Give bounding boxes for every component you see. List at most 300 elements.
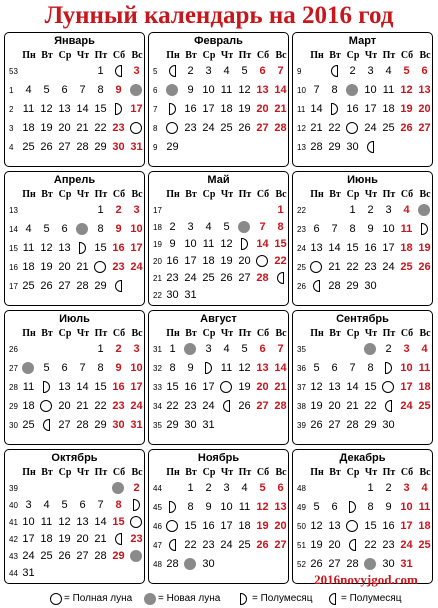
day-cell[interactable]: 25 [22,141,35,153]
day-cell[interactable]: 11 [382,84,395,96]
day-cell[interactable]: 19 [40,261,53,273]
day-cell[interactable]: 30 [202,558,215,570]
day-cell[interactable]: 18 [418,381,431,393]
day-cell[interactable]: 14 [76,381,89,393]
day-cell[interactable]: 10 [130,362,143,374]
day-cell[interactable]: 29 [112,550,125,562]
day-cell[interactable]: 27 [58,141,71,153]
day-cell[interactable]: 9 [115,223,122,235]
day-cell[interactable]: 12 [400,84,413,96]
day-cell[interactable]: 16 [166,255,179,267]
day-cell[interactable]: 5 [259,482,266,494]
day-cell[interactable]: 4 [403,204,410,216]
day-cell[interactable]: 1 [187,482,194,494]
day-cell[interactable]: 24 [400,539,413,551]
day-cell[interactable] [165,82,180,99]
day-cell[interactable]: 21 [274,103,287,115]
day-cell[interactable]: 10 [22,516,35,528]
day-cell[interactable]: 7 [277,65,284,77]
day-cell[interactable] [381,379,396,396]
day-cell[interactable]: 2 [385,482,392,494]
day-cell[interactable]: 5 [403,65,410,77]
day-cell[interactable]: 15 [166,381,179,393]
day-cell[interactable]: 8 [115,499,122,511]
day-cell[interactable]: 26 [310,419,323,431]
day-cell[interactable] [417,221,432,238]
day-cell[interactable]: 11 [400,223,413,235]
day-cell[interactable]: 5 [43,362,50,374]
day-cell[interactable]: 28 [76,419,89,431]
day-cell[interactable]: 25 [40,550,53,562]
day-cell[interactable]: 11 [418,501,431,513]
day-cell[interactable] [363,556,378,573]
day-cell[interactable]: 15 [112,516,125,528]
day-cell[interactable]: 13 [76,516,89,528]
day-cell[interactable]: 14 [256,238,269,250]
day-cell[interactable]: 17 [382,242,395,254]
day-cell[interactable]: 5 [223,221,230,233]
day-cell[interactable]: 10 [382,223,395,235]
day-cell[interactable] [345,537,360,554]
day-cell[interactable] [111,101,126,118]
day-cell[interactable]: 26 [418,261,431,273]
day-cell[interactable]: 23 [166,272,179,284]
day-cell[interactable]: 6 [277,482,284,494]
day-cell[interactable]: 6 [61,223,68,235]
day-cell[interactable]: 26 [238,400,251,412]
day-cell[interactable]: 5 [61,499,68,511]
day-cell[interactable]: 20 [238,255,251,267]
day-cell[interactable]: 24 [220,539,233,551]
day-cell[interactable]: 10 [184,238,197,250]
day-cell[interactable]: 6 [313,223,320,235]
day-cell[interactable]: 13 [58,242,71,254]
day-cell[interactable]: 22 [346,261,359,273]
day-cell[interactable]: 16 [364,242,377,254]
day-cell[interactable]: 27 [58,280,71,292]
day-cell[interactable]: 8 [367,362,374,374]
day-cell[interactable]: 17 [184,255,197,267]
day-cell[interactable]: 6 [259,65,266,77]
day-cell[interactable]: 29 [94,141,107,153]
day-cell[interactable]: 29 [166,141,179,153]
day-cell[interactable]: 28 [346,558,359,570]
day-cell[interactable]: 11 [238,501,251,513]
day-cell[interactable]: 18 [22,400,35,412]
day-cell[interactable]: 9 [115,84,122,96]
day-cell[interactable]: 22 [166,400,179,412]
day-cell[interactable]: 7 [259,221,266,233]
day-cell[interactable] [165,537,180,554]
day-cell[interactable]: 28 [94,550,107,562]
day-cell[interactable]: 13 [418,84,431,96]
day-cell[interactable]: 11 [22,242,35,254]
day-cell[interactable]: 19 [256,520,269,532]
day-cell[interactable]: 24 [400,400,413,412]
day-cell[interactable]: 1 [97,65,104,77]
day-cell[interactable] [165,101,180,118]
day-cell[interactable]: 25 [400,261,413,273]
day-cell[interactable]: 13 [256,84,269,96]
day-cell[interactable]: 20 [58,122,71,134]
day-cell[interactable]: 3 [385,204,392,216]
day-cell[interactable]: 14 [274,362,287,374]
day-cell[interactable]: 24 [364,122,377,134]
day-cell[interactable] [111,480,126,497]
day-cell[interactable] [345,120,360,137]
day-cell[interactable]: 21 [76,261,89,273]
day-cell[interactable]: 30 [112,419,125,431]
day-cell[interactable]: 13 [328,520,341,532]
day-cell[interactable]: 3 [187,221,194,233]
day-cell[interactable]: 11 [202,238,215,250]
day-cell[interactable]: 6 [61,362,68,374]
day-cell[interactable]: 20 [256,103,269,115]
day-cell[interactable]: 27 [256,400,269,412]
day-cell[interactable]: 17 [202,381,215,393]
day-cell[interactable]: 28 [310,141,323,153]
day-cell[interactable]: 18 [22,122,35,134]
day-cell[interactable]: 24 [130,261,143,273]
day-cell[interactable]: 7 [79,362,86,374]
day-cell[interactable]: 19 [58,533,71,545]
day-cell[interactable]: 31 [400,558,413,570]
day-cell[interactable]: 19 [310,539,323,551]
day-cell[interactable]: 1 [97,343,104,355]
day-cell[interactable]: 7 [79,84,86,96]
day-cell[interactable]: 18 [22,261,35,273]
day-cell[interactable] [363,139,378,156]
day-cell[interactable]: 25 [220,122,233,134]
day-cell[interactable]: 13 [256,362,269,374]
day-cell[interactable]: 15 [364,520,377,532]
day-cell[interactable]: 15 [274,238,287,250]
day-cell[interactable]: 21 [346,400,359,412]
day-cell[interactable]: 23 [112,261,125,273]
day-cell[interactable]: 3 [205,343,212,355]
day-cell[interactable] [237,219,252,236]
day-cell[interactable]: 25 [22,419,35,431]
day-cell[interactable]: 23 [382,539,395,551]
day-cell[interactable]: 25 [238,539,251,551]
day-cell[interactable] [345,518,360,535]
day-cell[interactable]: 20 [328,400,341,412]
day-cell[interactable]: 9 [385,501,392,513]
day-cell[interactable]: 21 [274,381,287,393]
day-cell[interactable] [327,101,342,118]
day-cell[interactable] [273,270,288,287]
day-cell[interactable]: 7 [331,223,338,235]
day-cell[interactable] [327,63,342,80]
day-cell[interactable]: 27 [328,558,341,570]
day-cell[interactable]: 12 [40,103,53,115]
day-cell[interactable]: 30 [112,141,125,153]
day-cell[interactable]: 10 [130,223,143,235]
day-cell[interactable]: 8 [97,362,104,374]
day-cell[interactable]: 14 [328,242,341,254]
day-cell[interactable]: 15 [346,242,359,254]
day-cell[interactable] [165,518,180,535]
day-cell[interactable]: 17 [22,533,35,545]
day-cell[interactable]: 6 [331,501,338,513]
day-cell[interactable]: 23 [364,261,377,273]
day-cell[interactable]: 3 [205,65,212,77]
day-cell[interactable]: 28 [274,400,287,412]
day-cell[interactable]: 16 [112,381,125,393]
day-cell[interactable]: 23 [184,400,197,412]
day-cell[interactable]: 30 [346,141,359,153]
day-cell[interactable]: 21 [76,122,89,134]
day-cell[interactable]: 19 [238,381,251,393]
day-cell[interactable]: 22 [364,539,377,551]
day-cell[interactable]: 31 [130,141,143,153]
day-cell[interactable]: 4 [43,499,50,511]
day-cell[interactable]: 13 [310,242,323,254]
day-cell[interactable] [39,398,54,415]
day-cell[interactable]: 4 [205,221,212,233]
day-cell[interactable]: 16 [346,103,359,115]
day-cell[interactable] [93,259,108,276]
day-cell[interactable]: 5 [241,65,248,77]
day-cell[interactable]: 6 [259,343,266,355]
day-cell[interactable]: 16 [184,381,197,393]
day-cell[interactable]: 14 [76,103,89,115]
day-cell[interactable]: 25 [382,122,395,134]
day-cell[interactable]: 12 [310,381,323,393]
day-cell[interactable]: 1 [349,204,356,216]
day-cell[interactable] [381,360,396,377]
day-cell[interactable]: 28 [346,419,359,431]
day-cell[interactable]: 1 [169,343,176,355]
day-cell[interactable]: 26 [40,141,53,153]
day-cell[interactable]: 28 [274,122,287,134]
day-cell[interactable]: 17 [220,520,233,532]
day-cell[interactable]: 27 [256,122,269,134]
day-cell[interactable]: 13 [274,501,287,513]
day-cell[interactable]: 17 [400,520,413,532]
day-cell[interactable]: 27 [328,419,341,431]
day-cell[interactable]: 11 [220,84,233,96]
day-cell[interactable] [129,120,144,137]
day-cell[interactable]: 26 [238,122,251,134]
day-cell[interactable]: 17 [130,103,143,115]
day-cell[interactable]: 5 [313,362,320,374]
day-cell[interactable]: 16 [202,520,215,532]
day-cell[interactable] [309,259,324,276]
day-cell[interactable]: 26 [256,539,269,551]
day-cell[interactable]: 24 [184,272,197,284]
day-cell[interactable]: 14 [94,516,107,528]
day-cell[interactable]: 20 [274,520,287,532]
day-cell[interactable]: 23 [184,122,197,134]
day-cell[interactable]: 13 [58,381,71,393]
day-cell[interactable]: 5 [241,343,248,355]
day-cell[interactable]: 4 [385,65,392,77]
day-cell[interactable] [165,120,180,137]
day-cell[interactable]: 12 [58,516,71,528]
day-cell[interactable]: 11 [418,362,431,374]
day-cell[interactable]: 20 [418,103,431,115]
day-cell[interactable]: 14 [274,84,287,96]
day-cell[interactable]: 8 [331,84,338,96]
day-cell[interactable] [75,221,90,238]
day-cell[interactable]: 8 [277,221,284,233]
day-cell[interactable]: 15 [94,103,107,115]
day-cell[interactable]: 22 [328,122,341,134]
day-cell[interactable]: 29 [166,419,179,431]
day-cell[interactable]: 21 [76,400,89,412]
day-cell[interactable]: 22 [274,255,287,267]
day-cell[interactable]: 24 [202,400,215,412]
day-cell[interactable]: 4 [223,65,230,77]
day-cell[interactable]: 4 [25,223,32,235]
day-cell[interactable] [129,514,144,531]
day-cell[interactable]: 7 [97,499,104,511]
day-cell[interactable]: 12 [238,362,251,374]
day-cell[interactable]: 20 [328,539,341,551]
day-cell[interactable]: 18 [202,255,215,267]
day-cell[interactable]: 4 [223,343,230,355]
day-cell[interactable]: 8 [187,501,194,513]
day-cell[interactable] [219,398,234,415]
day-cell[interactable]: 3 [133,65,140,77]
day-cell[interactable]: 3 [403,343,410,355]
day-cell[interactable]: 3 [133,343,140,355]
day-cell[interactable]: 27 [274,539,287,551]
day-cell[interactable]: 18 [40,533,53,545]
day-cell[interactable]: 4 [421,343,428,355]
day-cell[interactable]: 27 [418,122,431,134]
day-cell[interactable]: 12 [40,242,53,254]
day-cell[interactable]: 4 [421,482,428,494]
day-cell[interactable] [39,417,54,434]
day-cell[interactable]: 24 [130,400,143,412]
day-cell[interactable]: 26 [220,272,233,284]
day-cell[interactable]: 17 [400,381,413,393]
day-cell[interactable]: 1 [97,204,104,216]
day-cell[interactable]: 12 [310,520,323,532]
day-cell[interactable]: 2 [187,65,194,77]
day-cell[interactable]: 14 [346,381,359,393]
day-cell[interactable]: 10 [364,84,377,96]
day-cell[interactable]: 23 [130,533,143,545]
day-cell[interactable]: 24 [202,122,215,134]
day-cell[interactable]: 20 [256,381,269,393]
day-cell[interactable]: 29 [328,141,341,153]
day-cell[interactable]: 21 [328,261,341,273]
day-cell[interactable]: 18 [382,103,395,115]
day-cell[interactable]: 9 [187,362,194,374]
day-cell[interactable]: 23 [112,122,125,134]
day-cell[interactable] [129,82,144,99]
day-cell[interactable]: 30 [184,419,197,431]
day-cell[interactable]: 13 [328,381,341,393]
day-cell[interactable]: 25 [418,539,431,551]
day-cell[interactable]: 22 [94,122,107,134]
day-cell[interactable]: 2 [385,343,392,355]
day-cell[interactable]: 19 [418,242,431,254]
day-cell[interactable]: 20 [76,533,89,545]
day-cell[interactable]: 4 [25,84,32,96]
day-cell[interactable]: 19 [238,103,251,115]
day-cell[interactable] [183,556,198,573]
day-cell[interactable]: 28 [328,280,341,292]
day-cell[interactable]: 29 [346,280,359,292]
day-cell[interactable]: 9 [187,84,194,96]
day-cell[interactable]: 16 [112,242,125,254]
day-cell[interactable]: 26 [310,558,323,570]
day-cell[interactable]: 18 [238,520,251,532]
day-cell[interactable]: 10 [220,501,233,513]
day-cell[interactable]: 17 [202,103,215,115]
day-cell[interactable]: 12 [256,501,269,513]
day-cell[interactable]: 30 [382,558,395,570]
day-cell[interactable]: 26 [40,280,53,292]
day-cell[interactable]: 16 [382,520,395,532]
day-cell[interactable]: 6 [421,65,428,77]
day-cell[interactable] [165,499,180,516]
day-cell[interactable]: 15 [184,520,197,532]
day-cell[interactable]: 3 [367,65,374,77]
day-cell[interactable] [309,278,324,295]
day-cell[interactable]: 14 [310,103,323,115]
day-cell[interactable]: 5 [313,501,320,513]
day-cell[interactable]: 17 [364,103,377,115]
day-cell[interactable]: 1 [277,204,284,216]
day-cell[interactable]: 5 [43,84,50,96]
day-cell[interactable]: 23 [202,539,215,551]
day-cell[interactable]: 15 [364,381,377,393]
day-cell[interactable]: 30 [166,289,179,301]
day-cell[interactable]: 7 [277,343,284,355]
day-cell[interactable]: 3 [223,482,230,494]
day-cell[interactable]: 22 [94,400,107,412]
day-cell[interactable]: 9 [205,501,212,513]
day-cell[interactable]: 10 [400,362,413,374]
day-cell[interactable]: 31 [130,419,143,431]
day-cell[interactable]: 31 [202,419,215,431]
day-cell[interactable]: 18 [400,242,413,254]
day-cell[interactable]: 10 [202,84,215,96]
day-cell[interactable]: 30 [364,280,377,292]
day-cell[interactable]: 6 [61,84,68,96]
day-cell[interactable] [165,63,180,80]
day-cell[interactable] [129,497,144,514]
day-cell[interactable]: 31 [22,567,35,579]
day-cell[interactable]: 11 [220,362,233,374]
day-cell[interactable]: 22 [364,400,377,412]
day-cell[interactable]: 1 [367,482,374,494]
day-cell[interactable]: 3 [25,499,32,511]
day-cell[interactable]: 2 [133,482,140,494]
day-cell[interactable]: 9 [115,362,122,374]
day-cell[interactable]: 19 [40,122,53,134]
day-cell[interactable] [75,240,90,257]
day-cell[interactable]: 8 [349,223,356,235]
day-cell[interactable]: 31 [184,289,197,301]
day-cell[interactable]: 22 [184,539,197,551]
day-cell[interactable]: 20 [58,261,71,273]
site-url[interactable]: 2016novyjgod.com [314,572,418,587]
day-cell[interactable]: 15 [94,242,107,254]
day-cell[interactable]: 28 [256,272,269,284]
day-cell[interactable]: 19 [400,103,413,115]
day-cell[interactable] [219,379,234,396]
day-cell[interactable]: 27 [76,550,89,562]
day-cell[interactable]: 5 [43,223,50,235]
day-cell[interactable] [255,253,270,270]
day-cell[interactable]: 4 [241,482,248,494]
